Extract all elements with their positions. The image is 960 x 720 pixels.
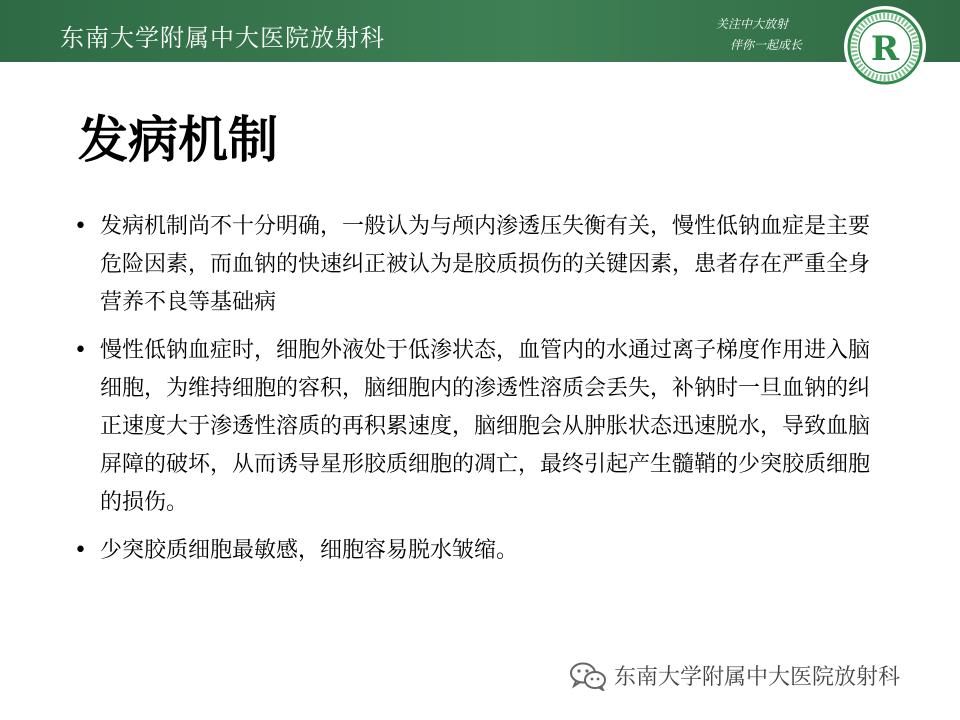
bullet-item-2	[72, 332, 882, 522]
bullet-marker: •	[74, 214, 87, 239]
logo-letter: R	[870, 29, 900, 69]
slide-title: 发病机制	[78, 111, 278, 169]
footer-text: 东南大学附属中大医院放射科	[614, 665, 901, 690]
header-title: 东南大学附属中大医院放射科	[60, 24, 385, 52]
header-slogan	[716, 14, 802, 56]
slogan-line-1: 关注中大放射	[716, 17, 789, 31]
bullet-item-1	[72, 208, 882, 322]
bullet-text-3: 少突胶质细胞最敏感，细胞容易脱水皱缩。	[100, 538, 519, 563]
department-logo	[846, 8, 924, 86]
footer-watermark	[568, 660, 900, 691]
bullet-marker: •	[74, 338, 87, 363]
wechat-icon	[568, 661, 608, 691]
slogan-line-2: 伴你一起成长	[730, 38, 803, 52]
bullet-list	[72, 208, 882, 580]
bullet-marker: •	[74, 538, 87, 563]
logo-emblem-icon	[846, 8, 924, 86]
header-bar	[0, 0, 960, 62]
bullet-item-3	[72, 532, 882, 570]
bullet-text-1: 发病机制尚不十分明确，一般认为与颅内渗透压失衡有关，慢性低钠血症是主要危险因素，而血钠的快速纠正被认为是胶质损伤的关键因素，患者存在严重全身营养不良等基础病	[100, 214, 871, 315]
bullet-text-2: 慢性低钠血症时，细胞外液处于低渗状态，血管内的水通过离子梯度作用进入脑细胞，为维持细胞的容积，脑细胞内的渗透性溶质会丢失，补钠时一旦血钠的纠正速度大于渗透性溶质的再积累速度，脑细胞会从肿胀状态迅速脱水，导致血脑屏障的破坏，从而诱导星形胶质细胞的凋亡，最终引起产生髓鞘的少突胶质细胞的损伤。	[100, 338, 871, 515]
